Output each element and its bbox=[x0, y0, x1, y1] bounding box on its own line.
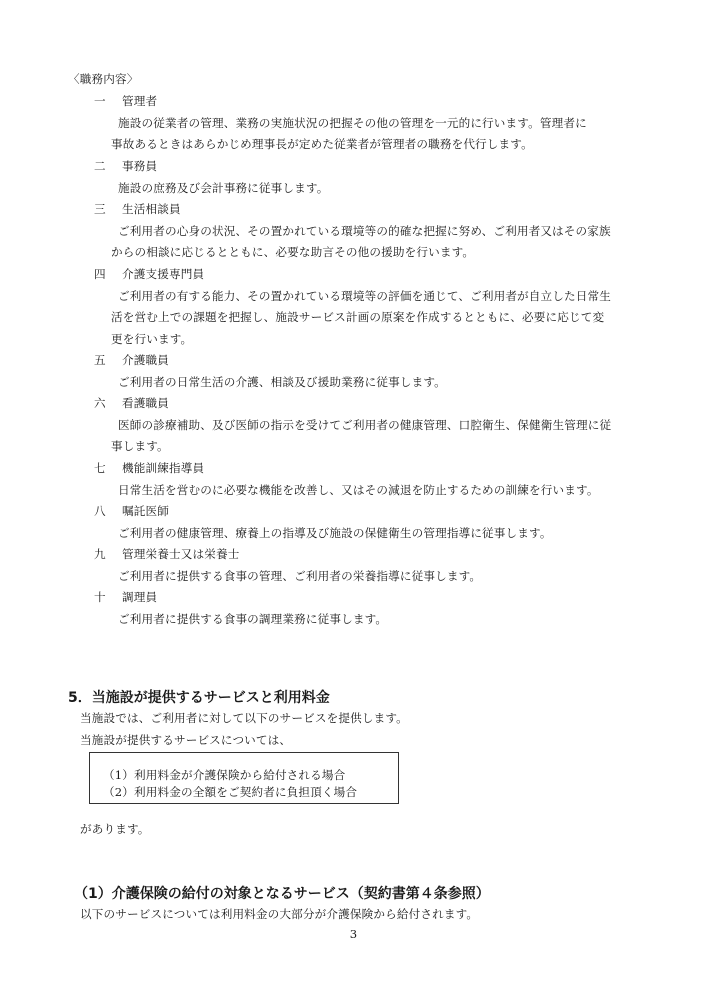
section-5-intro: 当施設では、ご利用者に対して以下のサービスを提供します。 bbox=[80, 711, 408, 725]
duty-item-caregiver-desc: ご利用者の日常生活の介護、相談及び援助業務に従事します。 bbox=[118, 375, 446, 389]
duty-item-clerk-desc: 施設の庶務及び会計事務に従事します。 bbox=[118, 181, 329, 195]
service-type-item: （1）利用料金が介護保険から給付される場合 bbox=[103, 768, 346, 782]
section-5-outro: があります。 bbox=[80, 822, 150, 836]
duty-item-nurse-desc: 事します。 bbox=[111, 439, 169, 453]
duty-item-cook-desc: ご利用者に提供する食事の調理業務に従事します。 bbox=[118, 612, 388, 626]
duty-item-caregiver-title: 五 介護職員 bbox=[94, 353, 169, 367]
duty-item-doctor-title: 八 嘱託医師 bbox=[94, 504, 169, 518]
section-5-heading: 5．当施設が提供するサービスと利用料金 bbox=[68, 690, 330, 706]
duty-item-manager-desc: 事故あるときはあらかじめ理事長が定めた従業者が管理者の職務を代行します。 bbox=[111, 137, 533, 151]
duty-item-care-manager-desc: ご利用者の有する能力、その置かれている環境等の評価を通じて、ご利用者が自立した日常生 bbox=[118, 289, 612, 303]
subsection-1-heading: （1）介護保険の給付の対象となるサービス（契約書第４条参照） bbox=[74, 886, 490, 902]
duty-item-manager-title: 一 管理者 bbox=[94, 94, 158, 108]
subsection-1-text: 以下のサービスについては利用料金の大部分が介護保険から給付されます。 bbox=[80, 907, 479, 921]
service-type-item: （2）利用料金の全額をご契約者に負担頂く場合 bbox=[103, 785, 358, 799]
duty-item-care-manager-title: 四 介護支援専門員 bbox=[94, 267, 205, 281]
duty-item-cook-title: 十 調理員 bbox=[94, 590, 158, 604]
duty-item-nurse-desc: 医師の診療補助、及び医師の指示を受けてご利用者の健康管理、口腔衛生、保健衛生管理に従 bbox=[118, 418, 612, 432]
duty-item-counselor-desc: からの相談に応じるとともに、必要な助言その他の援助を行います。 bbox=[111, 245, 475, 259]
duty-item-nurse-title: 六 看護職員 bbox=[94, 396, 169, 410]
duty-item-dietitian-desc: ご利用者に提供する食事の管理、ご利用者の栄養指導に従事します。 bbox=[118, 569, 482, 583]
duty-item-doctor-desc: ご利用者の健康管理、療養上の指導及び施設の保健衛生の管理指導に従事します。 bbox=[118, 526, 552, 540]
duty-item-dietitian-title: 九 管理栄養士又は栄養士 bbox=[94, 547, 240, 561]
page-number: 3 bbox=[349, 927, 358, 941]
duties-heading: 〈職務内容〉 bbox=[68, 72, 139, 86]
section-5-intro: 当施設が提供するサービスについては、 bbox=[80, 733, 292, 747]
duty-item-trainer-desc: 日常生活を営むのに必要な機能を改善し、又はその減退を防止するための訓練を行います。 bbox=[118, 483, 599, 497]
duty-item-manager-desc: 施設の従業者の管理、業務の実施状況の把握その他の管理を一元的に行います。管理者に bbox=[118, 116, 587, 130]
duty-item-care-manager-desc: 活を営む上での課題を把握し、施設サービス計画の原案を作成するとともに、必要に応じて変 bbox=[111, 310, 605, 324]
duty-item-trainer-title: 七 機能訓練指導員 bbox=[94, 461, 205, 475]
duty-item-counselor-title: 三 生活相談員 bbox=[94, 202, 181, 216]
duty-item-care-manager-desc: 更を行います。 bbox=[111, 332, 193, 346]
duty-item-counselor-desc: ご利用者の心身の状況、その置かれている環境等の的確な把握に努め、ご利用者又はその家族 bbox=[118, 224, 611, 238]
duty-item-clerk-title: 二 事務員 bbox=[94, 159, 158, 173]
